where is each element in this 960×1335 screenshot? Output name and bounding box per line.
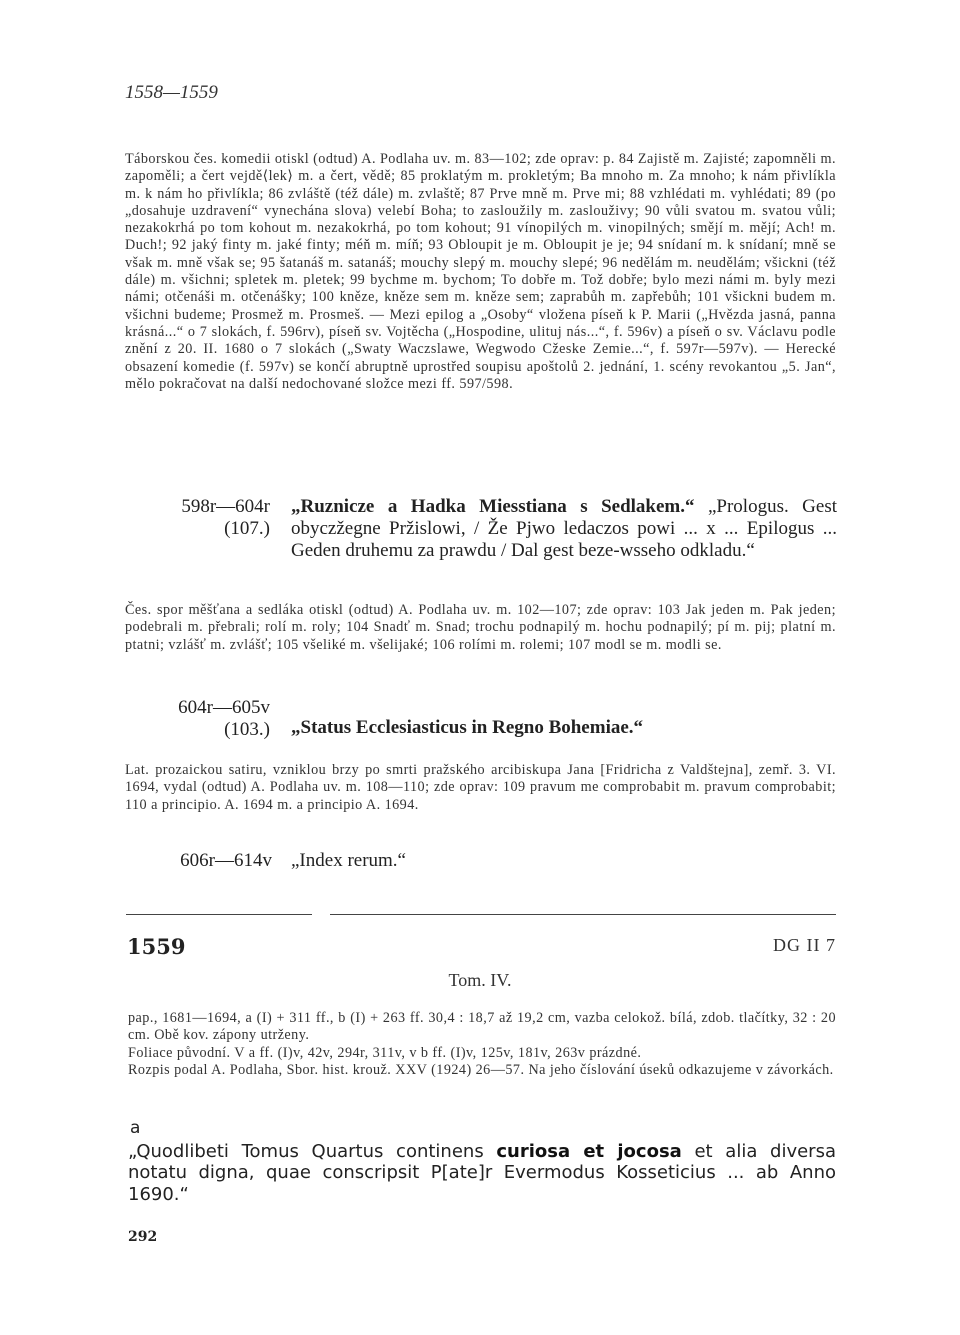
entry-title-rest: „Prologus. Gest obyczžegne Pržislowi, / Že Pjwo ledaczos powi ... x ... Epilogus ... Geden druhemu za prawdu / Dal gest beze-wsseho odkladu.“ <box>291 496 838 561</box>
entry-text <box>291 717 837 739</box>
section-divider-long <box>330 914 836 915</box>
entry-title-bold: „Status Ecclesiasticus in Regno Bohemiae.“ <box>291 717 644 738</box>
manuscript-signature: DG II 7 <box>773 935 836 955</box>
part-letter: a <box>130 1118 141 1138</box>
description-line: Rozpis podal A. Podlaha, Sbor. hist. krouž. XXV (1924) 26—57. Na jeho číslování úseků odkazujeme v závorkách. <box>128 1061 834 1078</box>
entry-number: (107.) <box>224 518 270 539</box>
section-divider-short <box>126 914 312 915</box>
part-title-end: et alia diversa notatu digna, quae conscripsit P[ate]r Evermodus Kosseticius ... ab Anno 1690.“ <box>128 1141 836 1205</box>
entry-folio-block <box>130 697 270 741</box>
critical-notes-1558: Táborskou čes. komedii otiskl (odtud) A. Podlaha uv. m. 83—102; zde oprav: p. 84 Zajistě m. Zajisté; zapomněli m. zapoměli; a čert vejdě⟨lek⟩ m. a čert, vědě; 85 proklatým m. prokletým; Ba mnoho m. Za mnoho; k nám přivlíkla m. k nám ho přivlíkla; 86 zvláště (též dále) m. zvlaště; 87 Prve mně m. Prve mi; 88 vzhlédati m. vyhlédati; 89 (po „dosahuje uzdravení“ vynechána slova) velebí Boha; to zasloužily m. zaslouživy; 90 vůli svatou m. svatou vůli; nezakokrhá po tom kohout m. nezakokrhá, po tom kohout; 91 vínopilých m. vinopilných; smějí m. mějí; Ach! m. Duch!; 92 jaký finty m. jaké finty; méň m. míň; 93 Obloupit je m. Obloupit je je; 94 snídaní m. k snídaní; mně se však m. mně však se; 95 šatanáš m. satanáš; mouchy slepý m. mouchy slepé; 96 nedělám m. neudělám; všickni (též dále) m. všichni; spletek m. pletek; 99 bychme m. bychom; To dobře m. Tož dobře; bylo mezi námi m. byly mezi námi; otčenáši m. otčenášky; 100 kněze, kněze sem m. kněze sem; zaprabůh m. zapřebůh; 101 všickni budem m. všichni budeme; Prosmež m. Prosmeš. — Mezi epilog a „Osoby“ vložena píseň k P. Marii („Hvězda jasná, panna krásná...“ o 7 slokách, f. 596rv), píseň sv. Vojtěcha („Hospodine, ulituj nás...“, f. 596v) a píseň o sv. Václavu podle znění z 20. II. 1680 o 7 slokách („Swaty Waczslawe, Wegwodo Cžeske Zemie...“, f. 597r—597v). — Herecké obsazení komedie (f. 597v) se končí abruptně uprostřed soupisu apoštolů 2. jednání, 1. scény revokantou „5. Jan“, mělo pokračovat na další nedochované složce mezi ff. 597/598. <box>125 151 836 392</box>
manuscript-description <box>128 1010 836 1079</box>
entry-title-bold: „Ruznicze a Hadka Miesstiana s Sedlakem.“ <box>291 496 695 517</box>
entry-folio: 604r—605v <box>178 697 270 718</box>
part-title-start: „Quodlibeti Tomus Quartus continens <box>128 1141 497 1162</box>
part-title-bold: curiosa et jocosa <box>496 1141 682 1162</box>
entry-title-rest: „Index rerum.“ <box>291 850 406 871</box>
entry-folio: 598r—604r <box>181 496 270 517</box>
description-line: pap., 1681—1694, a (I) + 311 ff., b (I) + 263 ff. 30,4 : 18,7 až 19,2 cm, vazba celokož. bílá, zdob. tlačítky, 32 : 20 cm. Obě kov. zápony utrženy. <box>128 1010 836 1044</box>
critical-notes-entry-598r: Čes. spor měšťana a sedláka otiskl (odtud) A. Podlaha uv. m. 102—107; zde oprav: 103 Jak jeden m. Pak jeden; podebrali m. přebrali; rolí m. roly; 104 Snadť m. Snad; trochu podnapilý m. hochu podnapilý; pí m. pij; platní m. ptatni; vzlášť m. zvlášť; 105 všeliké m. všelijaké; 106 rolími m. rolemi; 107 modl se m. modli se. <box>125 602 836 653</box>
entry-folio-block <box>130 496 270 540</box>
critical-notes-entry-604r: Lat. prozaickou satiru, vzniklou brzy po smrti pražského arcibiskupa Jana [Fridricha z Valdštejna], zemř. 3. VI. 1694, vydal (odtud) A. Podlaha uv. m. 108—110; zde oprav: 109 pravum me comprobabit m. pravum comprobabit; 110 a principio. A. 1694 m. a principio A. 1694. <box>125 762 836 813</box>
running-head: 1558—1559 <box>125 82 218 103</box>
entry-text <box>291 850 837 872</box>
entry-text <box>291 496 837 562</box>
part-title <box>128 1141 836 1205</box>
entry-number: (103.) <box>224 719 270 740</box>
volume-title: Tom. IV. <box>448 970 512 990</box>
entry-folio: 606r—614v <box>180 850 272 871</box>
manuscript-number: 1559 <box>127 934 186 959</box>
description-line: Foliace původní. V a ff. (I)v, 42v, 294r, 311v, v b ff. (I)v, 125v, 181v, 263v prázdné. <box>128 1044 642 1061</box>
page-number: 292 <box>128 1229 158 1245</box>
